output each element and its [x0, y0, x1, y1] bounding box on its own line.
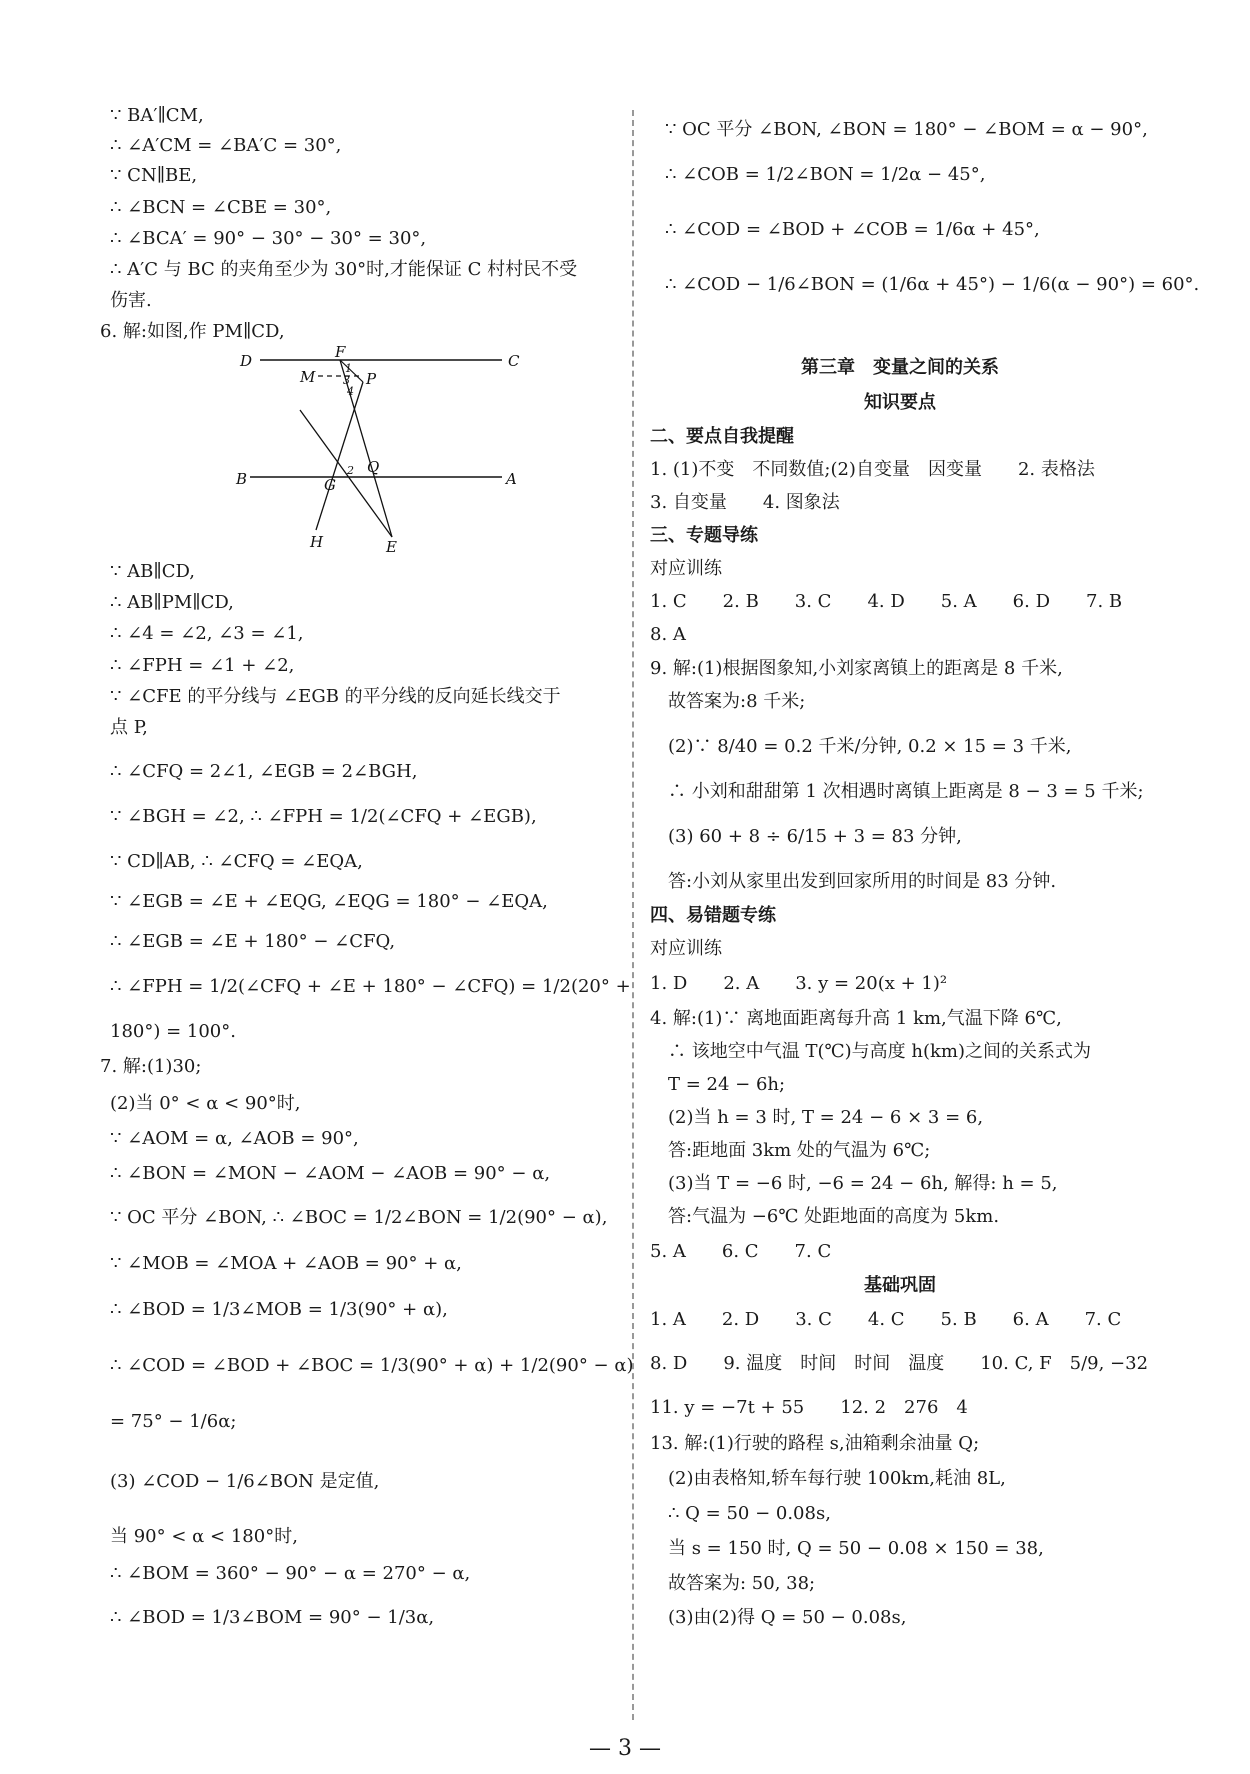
text-line: ∵ ∠AOM = α, ∠AOB = 90°,	[110, 1128, 359, 1149]
figure-label: C	[508, 352, 520, 370]
page-number: — 3 —	[589, 1736, 661, 1761]
section-heading: 三、专题导练	[650, 525, 758, 546]
text-line: ∴ 该地空中气温 T(℃)与高度 h(km)之间的关系式为	[668, 1041, 1091, 1062]
text-line: ∴ ∠A′CM = ∠BA′C = 30°,	[110, 135, 342, 156]
figure-label: B	[236, 470, 248, 488]
text-line: ∴ ∠EGB = ∠E + 180° − ∠CFQ,	[110, 931, 396, 952]
text-line: ∴ ∠COB = 1/2∠BON = 1/2α − 45°,	[665, 164, 986, 185]
text-line: 伤害.	[110, 290, 152, 311]
section-title: 知识要点	[864, 392, 936, 413]
text-line: ∴ ∠FPH = 1/2(∠CFQ + ∠E + 180° − ∠CFQ) = 1/2(20° +	[110, 976, 631, 997]
text-line: 答:小刘从家里出发到回家所用的时间是 83 分钟.	[668, 871, 1057, 892]
text-line: ∵ ∠CFE 的平分线与 ∠EGB 的平分线的反向延长线交于	[110, 686, 561, 707]
text-line: ∵ ∠MOB = ∠MOA + ∠AOB = 90° + α,	[110, 1253, 462, 1274]
figure-label: D	[240, 352, 253, 370]
text-line: 故答案为:8 千米;	[668, 691, 806, 712]
text-line: (2)∵ 8/40 = 0.2 千米/分钟, 0.2 × 15 = 3 千米,	[668, 736, 1072, 757]
text-line: ∵ CN∥BE,	[110, 165, 198, 186]
text-line: 答:气温为 −6℃ 处距地面的高度为 5km.	[668, 1206, 1000, 1227]
text-line: ∴ ∠BOD = 1/3∠BOM = 90° − 1/3α,	[110, 1607, 435, 1628]
text-line: 答:距地面 3km 处的气温为 6℃;	[668, 1140, 931, 1161]
text-line: ∴ A′C 与 BC 的夹角至少为 30°时,才能保证 C 村村民不受	[110, 259, 578, 280]
text-line: ∴ 小刘和甜甜第 1 次相遇时离镇上距离是 8 − 3 = 5 千米;	[668, 781, 1144, 802]
text-line: 3. 自变量 4. 图象法	[650, 492, 840, 513]
text-line: (3)当 T = −6 时, −6 = 24 − 6h, 解得: h = 5,	[668, 1173, 1058, 1194]
text-line: 点 P,	[110, 717, 148, 738]
figure-label: F	[335, 343, 346, 361]
text-line: (3) ∠COD − 1/6∠BON 是定值,	[110, 1471, 380, 1492]
section-heading: 四、易错题专练	[650, 905, 776, 926]
answer-row: 1. D 2. A 3. y = 20(x + 1)²	[650, 973, 948, 994]
answer-row: 1. C 2. B 3. C 4. D 5. A 6. D 7. B	[650, 591, 1123, 612]
figure-label: Q	[367, 458, 380, 476]
text-line: ∴ ∠BOM = 360° − 90° − α = 270° − α,	[110, 1563, 471, 1584]
text-line: 当 90° < α < 180°时,	[110, 1526, 298, 1547]
text-line: ∴ ∠BCN = ∠CBE = 30°,	[110, 197, 332, 218]
figure-label: 3	[343, 374, 350, 387]
column-divider	[632, 110, 634, 1720]
text-line: ∵ CD∥AB, ∴ ∠CFQ = ∠EQA,	[110, 851, 363, 872]
text-line: ∵ OC 平分 ∠BON, ∠BON = 180° − ∠BOM = α − 90°,	[665, 119, 1148, 140]
text-line: ∴ Q = 50 − 0.08s,	[668, 1503, 831, 1524]
text-line: ∵ BA′∥CM,	[110, 105, 204, 126]
answer-row: 11. y = −7t + 55 12. 2 276 4	[650, 1397, 968, 1418]
answer-row: 8. A	[650, 624, 686, 645]
text-line: ∵ OC 平分 ∠BON, ∴ ∠BOC = 1/2∠BON = 1/2(90° − α),	[110, 1207, 608, 1228]
text-line: ∴ ∠BON = ∠MON − ∠AOM − ∠AOB = 90° − α,	[110, 1163, 551, 1184]
text-line: ∴ ∠BCA′ = 90° − 30° − 30° = 30°,	[110, 228, 427, 249]
text-line: ∵ AB∥CD,	[110, 561, 195, 582]
problem-6-heading: 6. 解:如图,作 PM∥CD,	[100, 321, 285, 342]
geometry-figure	[236, 343, 530, 562]
problem-13-heading: 13. 解:(1)行驶的路程 s,油箱剩余油量 Q;	[650, 1433, 980, 1454]
figure-label: 1	[345, 362, 352, 375]
text-line: ∴ ∠FPH = ∠1 + ∠2,	[110, 655, 295, 676]
text-line: (2)由表格知,轿车每行驶 100km,耗油 8L,	[668, 1468, 1006, 1489]
text-line: 故答案为: 50, 38;	[668, 1573, 816, 1594]
text-line: ∴ AB∥PM∥CD,	[110, 592, 234, 613]
text-line: ∵ ∠BGH = ∠2, ∴ ∠FPH = 1/2(∠CFQ + ∠EGB),	[110, 806, 537, 827]
answer-row: 8. D 9. 温度 时间 时间 温度 10. C, F 5/9, −32	[650, 1353, 1149, 1374]
text-line: 180°) = 100°.	[110, 1021, 236, 1042]
figure-label: A	[506, 470, 517, 488]
figure-label: G	[324, 476, 336, 494]
figure-label: 2	[347, 464, 354, 477]
text-line: ∴ ∠CFQ = 2∠1, ∠EGB = 2∠BGH,	[110, 761, 418, 782]
problem-4-heading: 4. 解:(1)∵ 离地面距离每升高 1 km,气温下降 6℃,	[650, 1008, 1062, 1029]
text-line: ∴ ∠COD − 1/6∠BON = (1/6α + 45°) − 1/6(α − 90°) = 60°.	[665, 274, 1200, 295]
text-line: ∵ ∠EGB = ∠E + ∠EQG, ∠EQG = 180° − ∠EQA,	[110, 891, 548, 912]
text-line: ∴ ∠4 = ∠2, ∠3 = ∠1,	[110, 623, 304, 644]
text-line: T = 24 − 6h;	[668, 1074, 786, 1095]
text-line: ∴ ∠BOD = 1/3∠MOB = 1/3(90° + α),	[110, 1299, 448, 1320]
subsection-heading: 对应训练	[650, 938, 722, 959]
subsection-heading: 对应训练	[650, 558, 722, 579]
section-title: 基础巩固	[864, 1275, 936, 1296]
text-line: (2)当 h = 3 时, T = 24 − 6 × 3 = 6,	[668, 1107, 984, 1128]
text-line: (2)当 0° < α < 90°时,	[110, 1093, 301, 1114]
problem-9-heading: 9. 解:(1)根据图象知,小刘家离镇上的距离是 8 千米,	[650, 658, 1063, 679]
answer-row: 1. A 2. D 3. C 4. C 5. B 6. A 7. C	[650, 1309, 1122, 1330]
text-line: (3)由(2)得 Q = 50 − 0.08s,	[668, 1607, 907, 1628]
text-line: = 75° − 1/6α;	[110, 1411, 237, 1432]
text-line: (3) 60 + 8 ÷ 6/15 + 3 = 83 分钟,	[668, 826, 962, 847]
answer-row: 5. A 6. C 7. C	[650, 1241, 832, 1262]
figure-label: P	[366, 370, 377, 388]
text-line: ∴ ∠COD = ∠BOD + ∠COB = 1/6α + 45°,	[665, 219, 1040, 240]
section-heading: 二、要点自我提醒	[650, 426, 794, 447]
text-line: 当 s = 150 时, Q = 50 − 0.08 × 150 = 38,	[668, 1538, 1044, 1559]
text-line: ∴ ∠COD = ∠BOD + ∠BOC = 1/3(90° + α) + 1/2(90° − α)	[110, 1355, 634, 1376]
chapter-title: 第三章 变量之间的关系	[801, 357, 999, 378]
text-line: 1. (1)不变 不同数值;(2)自变量 因变量 2. 表格法	[650, 459, 1095, 480]
figure-label: H	[310, 533, 324, 551]
problem-7-heading: 7. 解:(1)30;	[100, 1056, 202, 1077]
figure-label: 4	[347, 385, 354, 398]
figure-label: M	[300, 368, 316, 386]
figure-label: E	[386, 538, 397, 556]
